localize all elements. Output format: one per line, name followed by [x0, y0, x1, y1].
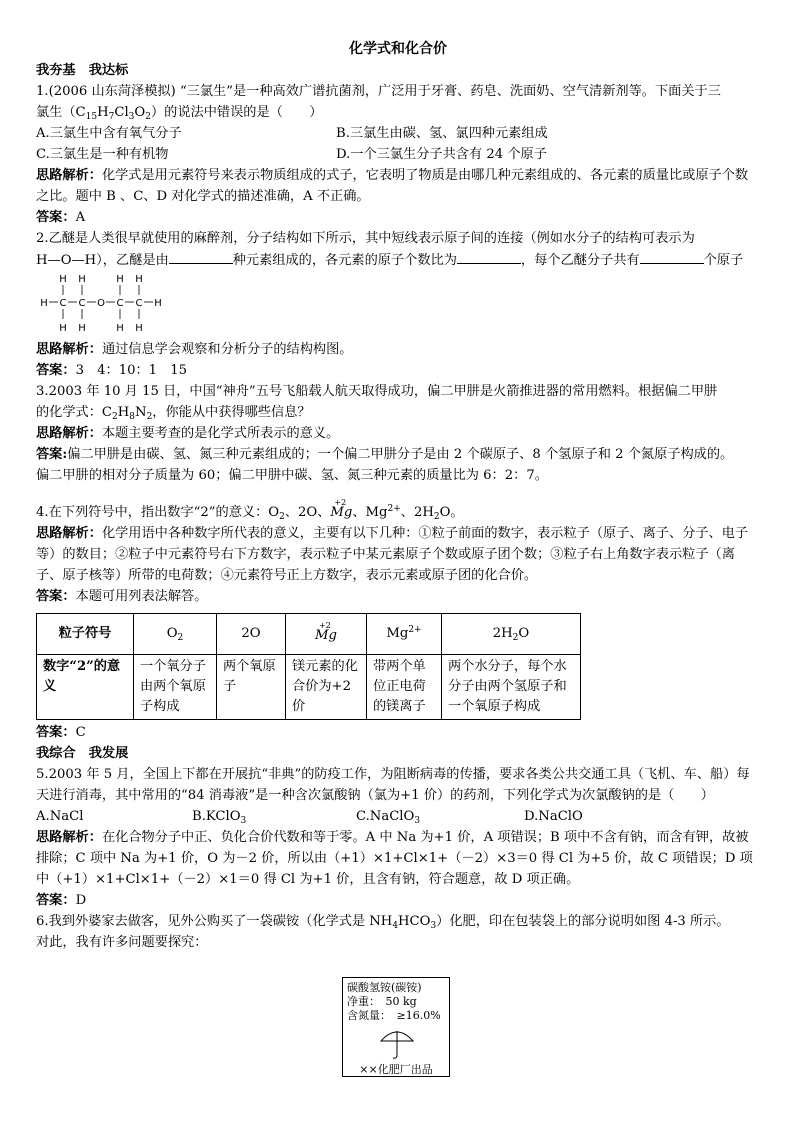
q5-answer: 答案：D [36, 893, 87, 908]
answer-blank[interactable] [169, 249, 233, 264]
atom-label: H [116, 323, 124, 334]
table-row [37, 614, 581, 655]
table-cell: 带两个单位正电荷的镁离子 [367, 655, 442, 720]
table-cell: 两个水分子，每个水分子由两个氢原子和一个氧原子构成 [442, 655, 581, 720]
table-header: $Mg^{2+}$ [367, 614, 442, 655]
atom-label: H [59, 323, 67, 334]
q6-stem: 6.我到外婆家去做客，见外公购买了一袋碳铵（化学式是 $NH_4HCO_3$）化肥，印在包装袋上的部分说明如图 4-3 所示。 对此，我有许多问题要探究： [36, 914, 730, 950]
q5-option-a: A.NaCl [36, 809, 84, 824]
atom-label: H [78, 323, 86, 334]
q1-option-a: A.三氯生中含有氧气分子 [36, 126, 182, 141]
q1-option-c: C.三氯生是一种有机物 [36, 147, 169, 162]
atom-label: H [59, 274, 67, 285]
section-heading-2: 我综合 我发展 [36, 746, 129, 761]
q4-analysis: 思路解析：化学用语中各种数字所代表的意义，主要有以下几种：①粒子前面的数字，表示粒子（原子、离子、分子、电子等）的数目；②粒子中元素符号右下方数字，表示粒子中某元素原子个数或原子团个数；③粒子右上角数字表示粒子（离子、原子核等）所带的电荷数；④元素符号正上方数字，表示元素或原子团的化合价。 [36, 526, 749, 583]
answer-blank[interactable] [457, 249, 521, 264]
section-heading-1: 我夯基 我达标 [36, 63, 129, 78]
q2-analysis: 思路解析：通过信息学会观察和分析分子的结构构图。 [36, 342, 353, 357]
ether-structure-diagram [36, 271, 760, 339]
label-product-name: 碳酸氢铵(碳铵) [347, 981, 422, 994]
q2-stem: 2.乙醚是人类很早就使用的麻醉剂，分子结构如下所示，其中短线表示原子间的连接（例如水分子的结构可表示为 H—O—H），乙醚是由 种元素组成的，各元素的原子个数比为 ，每个乙醚分子共有 个原子 [36, 231, 744, 268]
q4-answer: 答案：本题可用列表法解答。 [36, 589, 208, 604]
fertilizer-label-figure [342, 977, 450, 1077]
table-header: 2O [217, 614, 286, 655]
q3-stem: 3.2003 年 10 月 15 日，中国“神舟”五号飞船载人航天取得成功，偏二甲肼是火箭推进器的常用燃料。根据偏二甲肼 的化学式：$C_2H_8N_2$，你能从中获得哪些信息？ [36, 384, 718, 422]
label-net-weight: 净重： 50 kg [347, 995, 417, 1008]
table-header: $2H_2O$ [442, 614, 581, 655]
atom-label: H [135, 274, 143, 285]
q1-option-b: B.三氯生由碳、氢、氯四种元素组成 [336, 126, 548, 141]
ether-structure-svg [36, 271, 216, 339]
q4-answer-2: 答案：C [36, 725, 86, 740]
q5-stem: 5.2003 年 5 月，全国上下都在开展抗“非典”的防疫工作，为阻断病毒的传播，要求各类公共交通工具（飞机、车、船）每天进行消毒，其中常用的“84 消毒液”是一种含次氯酸钠（氯为+1 价）的药剂，下列化学式为次氯酸钠的是（ ） [36, 767, 750, 803]
table-header: $O_2$ [134, 614, 217, 655]
q1-options-row1 [36, 123, 760, 144]
page-title: 化学式和化合价 [349, 41, 447, 57]
atom-label: C [59, 298, 67, 309]
q5-options [36, 806, 760, 827]
atom-label: C [116, 298, 124, 309]
q4-stem: 4.在下列符号中，指出数字“2”的意义：$O_2$、2O、 +2 Mg、$Mg^{2+}$、$2H_2O$。 [36, 498, 760, 523]
valence-mark: +2 [334, 498, 347, 507]
answer-blank[interactable] [640, 249, 704, 264]
atom-label: C [135, 298, 143, 309]
table-cell: 两个氧原子 [217, 655, 286, 720]
q1-stem: 1.(2006 山东菏泽模拟) “三氯生”是一种高效广谱抗菌剂，广泛用于牙膏、药皂、洗面奶、空气清新剂等。下面关于三 氯生$(C_{15}H_7Cl_3O_2)$的说法中错误的是（ ） [36, 84, 721, 122]
umbrella-icon [377, 1025, 417, 1061]
table-header: 粒子符号 [37, 614, 134, 655]
table-row [37, 655, 581, 720]
q1-analysis: 思路解析：化学式是用元素符号来表示物质组成的式子，它表明了物质是由哪几种元素组成的、各元素的质量比或原子个数之比。题中 B 、C、D 对化学式的描述准确，A 不正确。 [36, 168, 749, 204]
table-cell: 一个氧分子由两个氧原子构成 [134, 655, 217, 720]
q1-option-d: D.一个三氯生分子共含有 24 个原子 [336, 147, 547, 162]
table-header: +2 Mg [286, 614, 367, 655]
document-page [36, 38, 760, 953]
atom-label: H [40, 298, 48, 309]
label-nitrogen-content: 含氮量： ≥16.0% [347, 1009, 441, 1022]
q5-analysis: 思路解析：在化合物分子中正、负化合价代数和等于零。A 中 Na 为+1 价，A 项错误；B 项中不含有钠，而含有钾，故被排除；C 项中 Na 为+1 价，O 为－2 价，所以由（+1）×1+Cl×1+（－2）×3＝0 得 Cl 为+5 价，故 C 项错误；D 项中（+1）×1+Cl×1+（－2）×1＝0 得 Cl 为+1 价，且含有钠，符合题意，故 D 项正确。 [36, 830, 753, 887]
q5-option-d: D.NaClO [524, 809, 583, 824]
q3-analysis: 思路解析：本题主要考查的是化学式所表示的意义。 [36, 426, 340, 441]
atom-label: O [97, 298, 105, 309]
atom-label: C [78, 298, 86, 309]
atom-label: H [116, 274, 124, 285]
table-cell: 数字“2”的意义 [37, 655, 134, 720]
atom-label: H [78, 274, 86, 285]
q5-option-c: C.NaClO$_3$ [356, 809, 421, 826]
q5-option-b: B.KClO$_3$ [192, 809, 247, 826]
label-manufacturer: ××化肥厂出品 [359, 1063, 433, 1076]
table-cell: 镁元素的化合价为+2价 [286, 655, 367, 720]
atom-label: H [154, 298, 162, 309]
q4-answer-table [36, 613, 581, 720]
q1-answer: 答案：A [36, 210, 86, 225]
atom-label: H [135, 323, 143, 334]
q3-answer: 答案:偏二甲肼是由碳、氢、氮三种元素组成的；一个偏二甲肼分子是由 2 个碳原子、8 个氢原子和 2 个氮原子构成的。 偏二甲肼的相对分子质量为 60；偏二甲肼中碳、氢、氮三种元素的质量比为 6：2：7。 [36, 447, 734, 483]
q1-options-row2 [36, 144, 760, 165]
q2-answer: 答案：3 4：10：1 15 [36, 363, 188, 378]
